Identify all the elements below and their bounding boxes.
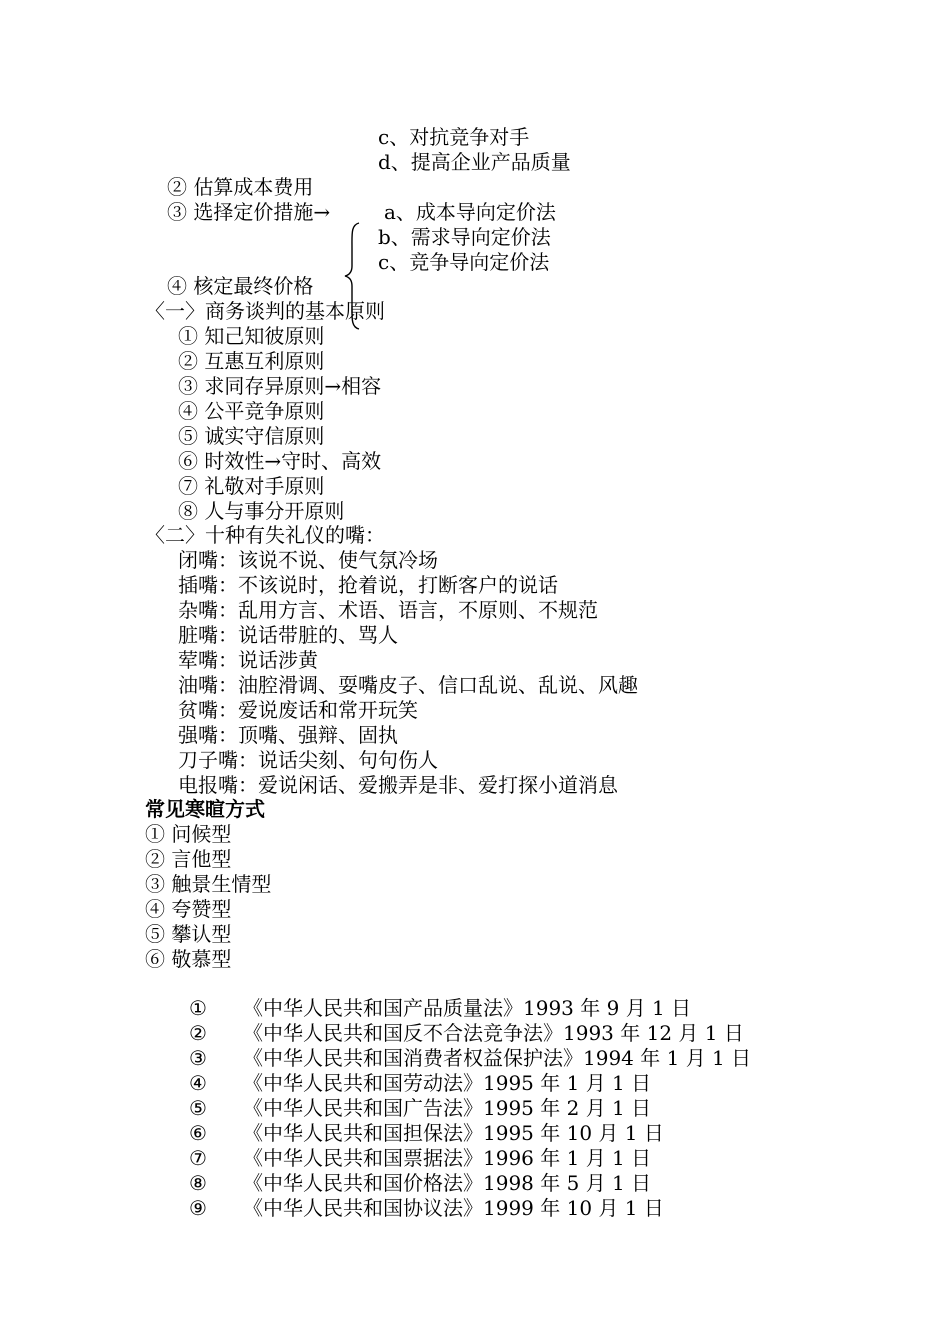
principle-item: ⑧ 人与事分开原则 (178, 499, 345, 523)
law-text: 《中华人民共和国产品质量法》1993 年 9 月 1 日 (243, 996, 692, 1020)
mouth-item: 贫嘴：爱说废话和常开玩笑 (178, 698, 418, 722)
law-item (189, 996, 691, 1021)
law-text: 《中华人民共和国担保法》1995 年 10 月 1 日 (243, 1121, 664, 1145)
law-number: ③ (189, 1046, 207, 1070)
mouth-item: 荤嘴：说话涉黄 (178, 648, 318, 672)
objective-c: c、对抗竞争对手 (378, 125, 530, 149)
law-text: 《中华人民共和国广告法》1995 年 2 月 1 日 (243, 1096, 652, 1120)
greetings-heading: 常见寒暄方式 (145, 797, 265, 821)
principle-item: ⑦ 礼敬对手原则 (178, 474, 325, 498)
mouth-item: 杂嘴：乱用方言、术语、语言，不原则、不规范 (178, 598, 598, 622)
law-text: 《中华人民共和国协议法》1999 年 10 月 1 日 (243, 1196, 664, 1220)
pricing-step-2: ② 估算成本费用 (167, 175, 314, 199)
mouth-item: 脏嘴：说话带脏的、骂人 (178, 623, 398, 647)
law-number: ② (189, 1021, 207, 1045)
mouths-heading: 〈二〉十种有失礼仪的嘴： (145, 523, 385, 547)
law-number: ④ (189, 1071, 207, 1095)
law-text: 《中华人民共和国劳动法》1995 年 1 月 1 日 (243, 1071, 652, 1095)
greeting-item: ① 问候型 (145, 822, 232, 846)
law-item (189, 1171, 651, 1196)
law-number: ⑤ (189, 1096, 207, 1120)
principle-item: ③ 求同存异原则→相容 (178, 374, 382, 398)
law-number: ⑧ (189, 1171, 207, 1195)
law-item (189, 1021, 744, 1046)
mouth-item: 插嘴：不该说时，抢着说，打断客户的说话 (178, 573, 558, 597)
principle-item: ② 互惠互利原则 (178, 349, 325, 373)
law-item (189, 1046, 751, 1071)
mouth-item: 油嘴：油腔滑调、耍嘴皮子、信口乱说、乱说、风趣 (178, 673, 638, 697)
greeting-item: ④ 夸赞型 (145, 897, 232, 921)
law-item (189, 1146, 651, 1171)
law-text: 《中华人民共和国反不合法竞争法》1993 年 12 月 1 日 (243, 1021, 744, 1045)
pricing-step-4: ④ 核定最终价格 (167, 274, 314, 298)
objective-d: d、提高企业产品质量 (378, 150, 571, 174)
law-number: ⑦ (189, 1146, 207, 1170)
greeting-item: ③ 触景生情型 (145, 872, 272, 896)
principle-item: ⑥ 时效性→守时、高效 (178, 449, 382, 473)
greeting-item: ⑥ 敬慕型 (145, 947, 232, 971)
principles-heading: 〈一〉商务谈判的基本原则 (145, 299, 385, 323)
principle-item: ① 知己知彼原则 (178, 324, 325, 348)
mouth-item: 刀子嘴：说话尖刻、句句伤人 (178, 748, 438, 772)
law-text: 《中华人民共和国票据法》1996 年 1 月 1 日 (243, 1146, 652, 1170)
greeting-item: ⑤ 攀认型 (145, 922, 232, 946)
pricing-method-c: c、竞争导向定价法 (378, 250, 550, 274)
pricing-step-3: ③ 选择定价措施→ (167, 200, 331, 224)
law-number: ⑨ (189, 1196, 207, 1220)
law-number: ① (189, 996, 207, 1020)
law-text: 《中华人民共和国价格法》1998 年 5 月 1 日 (243, 1171, 652, 1195)
law-item (189, 1196, 664, 1221)
mouth-item: 闭嘴：该说不说、使气氛冷场 (178, 548, 438, 572)
principle-item: ④ 公平竞争原则 (178, 399, 325, 423)
mouth-item: 电报嘴：爱说闲话、爱搬弄是非、爱打探小道消息 (178, 773, 618, 797)
pricing-method-b: b、需求导向定价法 (378, 225, 551, 249)
pricing-method-a: a、成本导向定价法 (384, 200, 556, 224)
mouth-item: 强嘴：顶嘴、强辩、固执 (178, 723, 398, 747)
law-item (189, 1096, 651, 1121)
law-number: ⑥ (189, 1121, 207, 1145)
law-text: 《中华人民共和国消费者权益保护法》1994 年 1 月 1 日 (243, 1046, 752, 1070)
greeting-item: ② 言他型 (145, 847, 232, 871)
principle-item: ⑤ 诚实守信原则 (178, 424, 325, 448)
law-item (189, 1071, 651, 1096)
law-item (189, 1121, 664, 1146)
